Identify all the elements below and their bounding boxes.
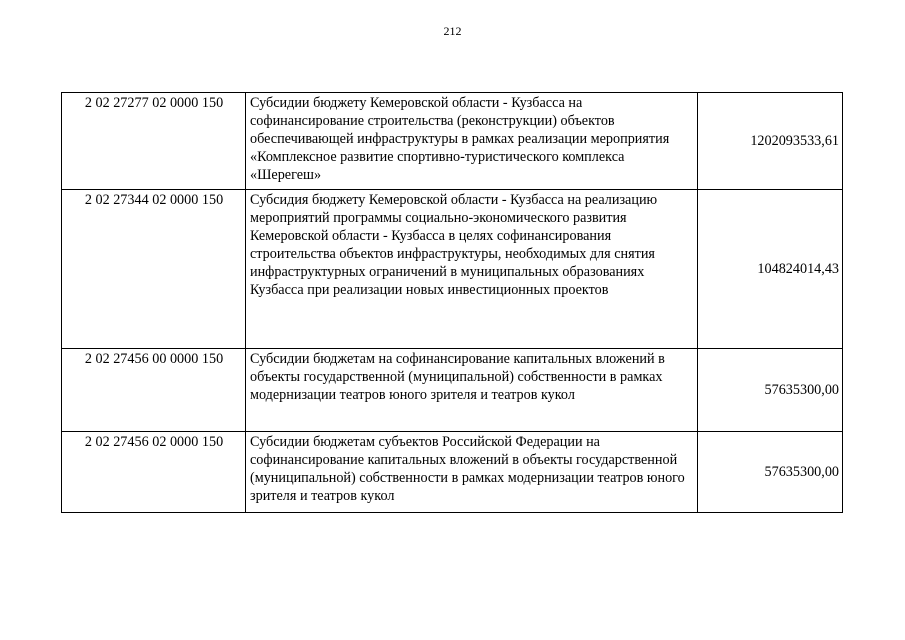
budget-revenue-table (61, 92, 843, 513)
table-row (62, 93, 843, 190)
table-row (62, 349, 843, 432)
revenue-description-cell: Субсидии бюджетам субъектов Российской Федерации на софинансирование капитальных вложений в объекты государственной (муниципальной) собственности в рамках модернизации театров юного зрителя и театров кукол (246, 432, 698, 513)
revenue-amount-cell: 1202093533,61 (698, 93, 843, 190)
revenue-code-cell: 2 02 27344 02 0000 150 (62, 190, 246, 349)
page-number: 212 (443, 24, 462, 38)
revenue-code-cell: 2 02 27277 02 0000 150 (62, 93, 246, 190)
revenue-description-cell: Субсидии бюджету Кемеровской области - Кузбасса на софинансирование строительства (реконструкции) объектов обеспечивающей инфраструктуры в рамках реализации мероприятия «Комплексное развитие спортивно-туристического комплекса «Шерегеш» (246, 93, 698, 190)
revenue-description-cell: Субсидии бюджетам на софинансирование капитальных вложений в объекты государственной (муниципальной) собственности в рамках модернизации театров юного зрителя и театров кукол (246, 349, 698, 432)
table-row (62, 432, 843, 513)
revenue-description-cell: Субсидия бюджету Кемеровской области - Кузбасса на реализацию мероприятий программы социально-экономического развития Кемеровской области - Кузбасса в целях софинансирования строительства объектов инфраструктуры, необходимых для снятия инфраструктурных ограничений в муниципальных образованиях Кузбасса при реализации новых инвестиционных проектов (246, 190, 698, 349)
revenue-code-cell: 2 02 27456 02 0000 150 (62, 432, 246, 513)
table-row (62, 190, 843, 349)
revenue-amount-cell: 104824014,43 (698, 190, 843, 349)
revenue-amount-cell: 57635300,00 (698, 432, 843, 513)
revenue-amount-cell: 57635300,00 (698, 349, 843, 432)
revenue-code-cell: 2 02 27456 00 0000 150 (62, 349, 246, 432)
